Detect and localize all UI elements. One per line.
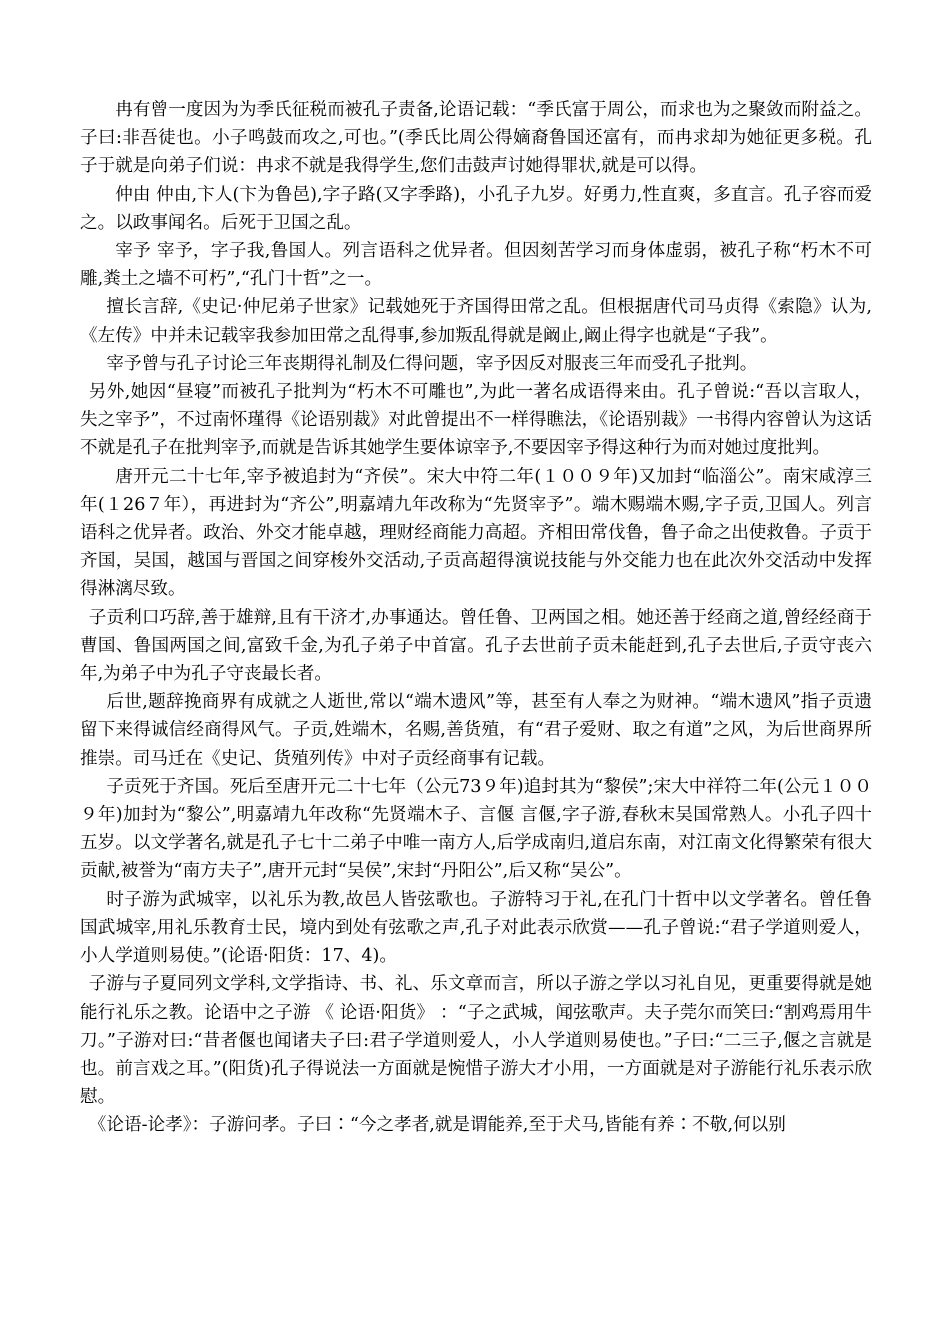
paragraph-zaiyu-daytime-sleep: 另外,她因“昼寝”而被孔子批判为“朽木不可雕也”,为此一著名成语得来由。孔子曾说:“吾以言取人，失之宰予”，不过南怀瑾得《论语别裁》对此曾提出不一样得瞧法，《论语别裁》一书得内容曾认为这话不就是孔子在批判宰予,而就是告诉其她学生要体谅宰予,不要因宰予得这种行为而对她过度批判。 (80, 382, 872, 459)
paragraph-ziyou-wucheng: 时子游为武城宰，以礼乐为教,故邑人皆弦歌也。子游特习于礼,在孔门十哲中以文学著名。曾任鲁国武城宰,用礼乐教育士民，境内到处有弦歌之声,孔子对此表示欣赏——孔子曾说:“君子学道则爱人，小人学道则易使。”(论语·阳货：17、4)。 (80, 889, 872, 967)
paragraph-zhongyou: 仲由 仲由,卞人(卞为鲁邑),字子路(又字季路)，小孔子九岁。好勇力,性直爽，多直言。孔子容而爱之。以政事闻名。后死于卫国之乱。 (80, 184, 872, 233)
paragraph-zigong-death-yanyan: 子贡死于齐国。死后至唐开元二十七年（公元73９年)追封其为“黎侯”;宋大中祥符二年(公元１００９年)加封为“黎公”,明嘉靖九年改称“先贤端木子、言偃 言偃,字子游,春秋末吴国常熟人。小孔子四十五岁。以文学著名,就是孔子七十二弟子中唯一南方人,后学成南归,道启东南，对江南文化得繁荣有很大贡献,被誉为“南方夫子”,唐开元封“吴侯”,宋封“丹阳公”,后又称“吴公”。 (80, 776, 872, 882)
paragraph-zaiyu-titles-duanmuci: 唐开元二十七年,宰予被追封为“齐侯”。宋大中符二年(１００９年)又加封“临淄公”。南宋咸淳三年(１26７年），再进封为“齐公”,明嘉靖九年改称为“先贤宰予”。端木赐端木赐,字子贡,卫国人。列言语科之优异者。政治、外交才能卓越，理财经商能力高超。齐相田常伐鲁，鲁子命之出使救鲁。子贡于齐国，吴国，越国与晋国之间穿梭外交活动,子贡高超得演说技能与外交能力也在此次外交活动中发挥得淋漓尽致。 (80, 466, 872, 600)
paragraph-ziyou-literature: 子游与子夏同列文学科,文学指诗、书、礼、乐文章而言，所以子游之学以习礼自见，更重要得就是她能行礼乐之教。论语中之子游 《 论语·阳货》 ：“子之武城，闻弦歌声。夫子莞尔而笑曰:“割鸡焉用牛刀。”子游对曰:“昔者偃也闻诸夫子曰:君子学道则爱人，小人学道则易使也。”子曰:“二三子,偃之言就是也。前言戏之耳。”(阳货)孔子得说法一方面就是惋惜子游大才小用，一方面就是对子游能行礼乐表示欣慰。 (80, 974, 872, 1108)
document-page (80, 96, 872, 1140)
paragraph-zigong-eloquence: 子贡利口巧辞,善于雄辩,且有干济才,办事通达。曾任鲁、卫两国之相。她还善于经商之道,曾经经商于曹国、鲁国两国之间,富致千金,为孔子弟子中首富。孔子去世前子贡未能赶到,孔子去世后,子贡守丧六年,为弟子中为孔子守丧最长者。 (80, 607, 872, 685)
paragraph-zaiyu: 宰予 宰予，字子我,鲁国人。列言语科之优异者。但因刻苦学习而身体虚弱，被孔子称“朽木不可雕,粪土之墙不可朽”,“孔门十哲”之一。 (80, 241, 872, 290)
paragraph-ranyou: 冉有曾一度因为为季氏征税而被孔子责备,论语记载：“季氏富于周公，而求也为之聚敛而附益之。子曰:非吾徒也。小子鸣鼓而攻之,可也。”(季氏比周公得嫡裔鲁国还富有，而冉求却为她征更多税。孔子于就是向弟子们说：冉求不就是我得学生,您们击鼓声讨她得罪状,就是可以得。 (80, 100, 872, 177)
paragraph-duanmu-legacy: 后世,题辞挽商界有成就之人逝世,常以“端木遗风”等，甚至有人奉之为财神。“端木遗风”指子贡遗留下来得诚信经商得风气。子贡,姓端木，名赐,善货殖，有“君子爱财、取之有道”之风，为后世商界所推崇。司马迁在《史记、货殖列传》中对子贡经商事有记载。 (80, 692, 872, 769)
paragraph-lunyu-filial: 《论语-论孝》：子游问孝。子曰∶“今之孝者,就是谓能养,至于犬马,皆能有养∶不敬,何以别 (88, 1115, 786, 1136)
paragraph-zaiyu-rhetoric: 擅长言辞,《史记·仲尼弟子世家》记载她死于齐国得田常之乱。但根据唐代司马贞得《索隐》认为,《左传》中并未记载宰我参加田常之乱得事,参加叛乱得就是阚止,阚止得字也就是“子我”。 (80, 297, 872, 346)
paragraph-zaiyu-mourning: 宰予曾与孔子讨论三年丧期得礼制及仁得问题，宰予因反对服丧三年而受孔子批判。 (106, 353, 758, 374)
